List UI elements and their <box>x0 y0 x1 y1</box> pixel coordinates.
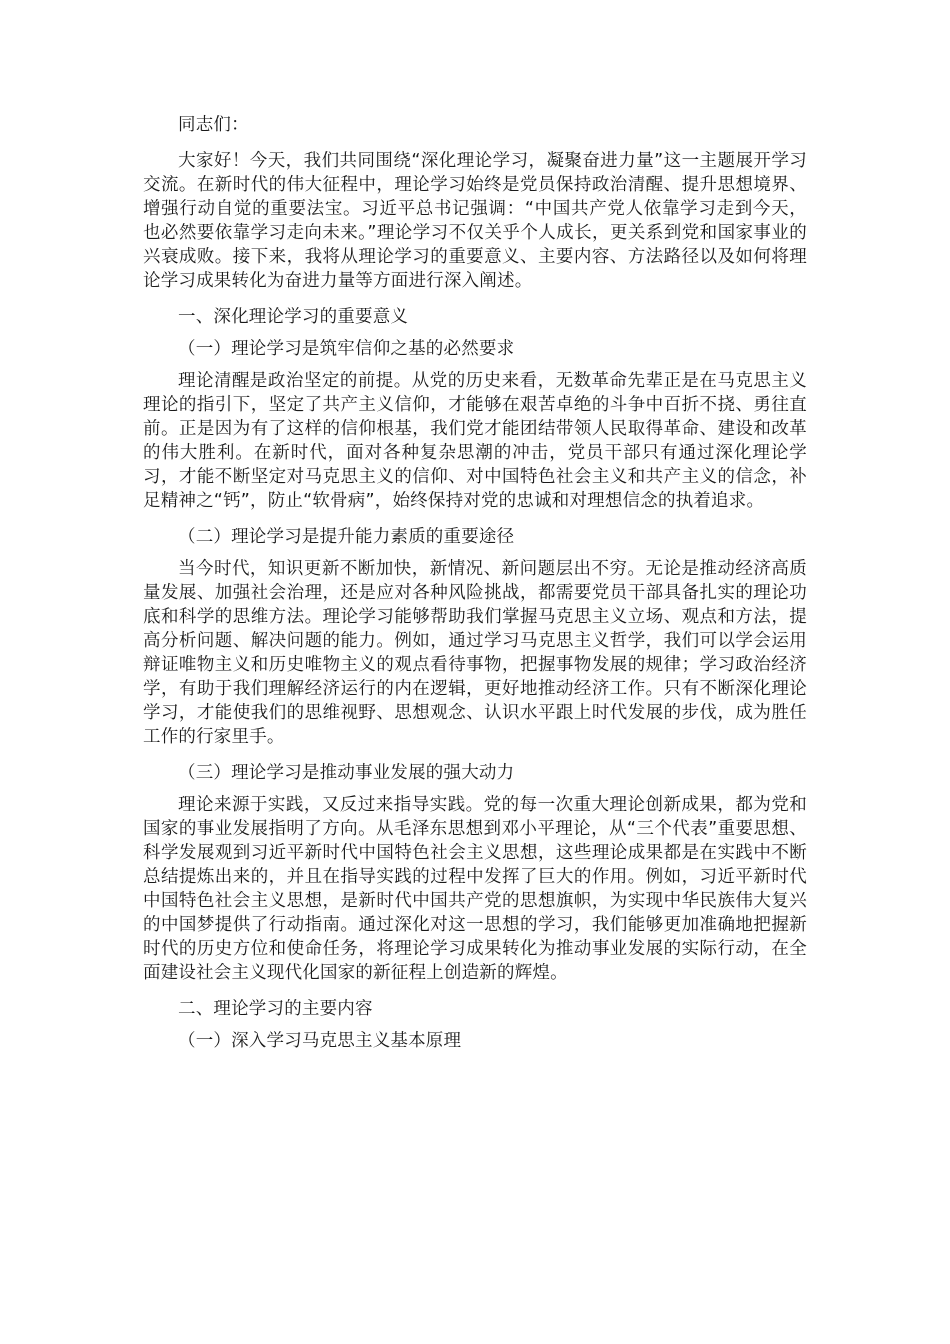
section-1-sub-3-heading: （三）理论学习是推动事业发展的强大动力 <box>178 763 515 783</box>
section-2-heading: 二、理论学习的主要内容 <box>178 999 373 1019</box>
section-2-sub-1-heading: （一）深入学习马克思主义基本原理 <box>178 1031 462 1051</box>
section-1-sub-2-body: 当今时代，知识更新不断加快，新情况、新问题层出不穷。无论是推动经济高质量发展、加强社会治理，还是应对各种风险挑战，都需要党员干部具备扎实的理论功底和科学的思维方法。理论学习能够帮助我们掌握马克思主义立场、观点和方法，提高分析问题、解决问题的能力。例如，通过学习马克思主义哲学，我们可以学会运用辩证唯物主义和历史唯物主义的观点看待事物，把握事物发展的规律；学习政治经济学，有助于我们理解经济运行的内在逻辑，更好地推动经济工作。只有不断深化理论学习，才能使我们的思维视野、思想观念、认识水平跟上时代发展的步伐，成为胜任工作的行家里手。 <box>143 559 807 747</box>
section-1-sub-2-heading: （二）理论学习是提升能力素质的重要途径 <box>178 527 515 547</box>
section-1-sub-1-heading: （一）理论学习是筑牢信仰之基的必然要求 <box>178 339 515 359</box>
intro-paragraph: 大家好！今天，我们共同围绕“深化理论学习，凝聚奋进力量”这一主题展开学习交流。在新时代的伟大征程中，理论学习始终是党员保持政治清醒、提升思想境界、增强行动自觉的重要法宝。习近平总书记强调：“中国共产党人依靠学习走到今天，也必然要依靠学习走向未来。”理论学习不仅关乎个人成长，更关系到党和国家事业的兴衰成败。接下来，我将从理论学习的重要意义、主要内容、方法路径以及如何将理论学习成果转化为奋进力量等方面进行深入阐述。 <box>143 151 807 291</box>
document-page <box>143 113 807 1061</box>
section-1-sub-1-body: 理论清醒是政治坚定的前提。从党的历史来看，无数革命先辈正是在马克思主义理论的指引下，坚定了共产主义信仰，才能够在艰苦卓绝的斗争中百折不挠、勇往直前。正是因为有了这样的信仰根基，我们党才能团结带领人民取得革命、建设和改革的伟大胜利。在新时代，面对各种复杂思潮的冲击，党员干部只有通过深化理论学习，才能不断坚定对马克思主义的信仰、对中国特色社会主义和共产主义的信念，补足精神之“钙”，防止“软骨病”，始终保持对党的忠诚和对理想信念的执着追求。 <box>143 371 807 511</box>
salutation: 同志们： <box>178 115 249 135</box>
section-1-sub-3-body: 理论来源于实践，又反过来指导实践。党的每一次重大理论创新成果，都为党和国家的事业发展指明了方向。从毛泽东思想到邓小平理论，从“三个代表”重要思想、科学发展观到习近平新时代中国特色社会主义思想，这些理论成果都是在实践中不断总结提炼出来的，并且在指导实践的过程中发挥了巨大的作用。例如，习近平新时代中国特色社会主义思想，是新时代中国共产党的思想旗帜，为实现中华民族伟大复兴的中国梦提供了行动指南。通过深化对这一思想的学习，我们能够更加准确地把握新时代的历史方位和使命任务，将理论学习成果转化为推动事业发展的实际行动，在全面建设社会主义现代化国家的新征程上创造新的辉煌。 <box>143 795 807 983</box>
section-1-heading: 一、深化理论学习的重要意义 <box>178 307 409 327</box>
